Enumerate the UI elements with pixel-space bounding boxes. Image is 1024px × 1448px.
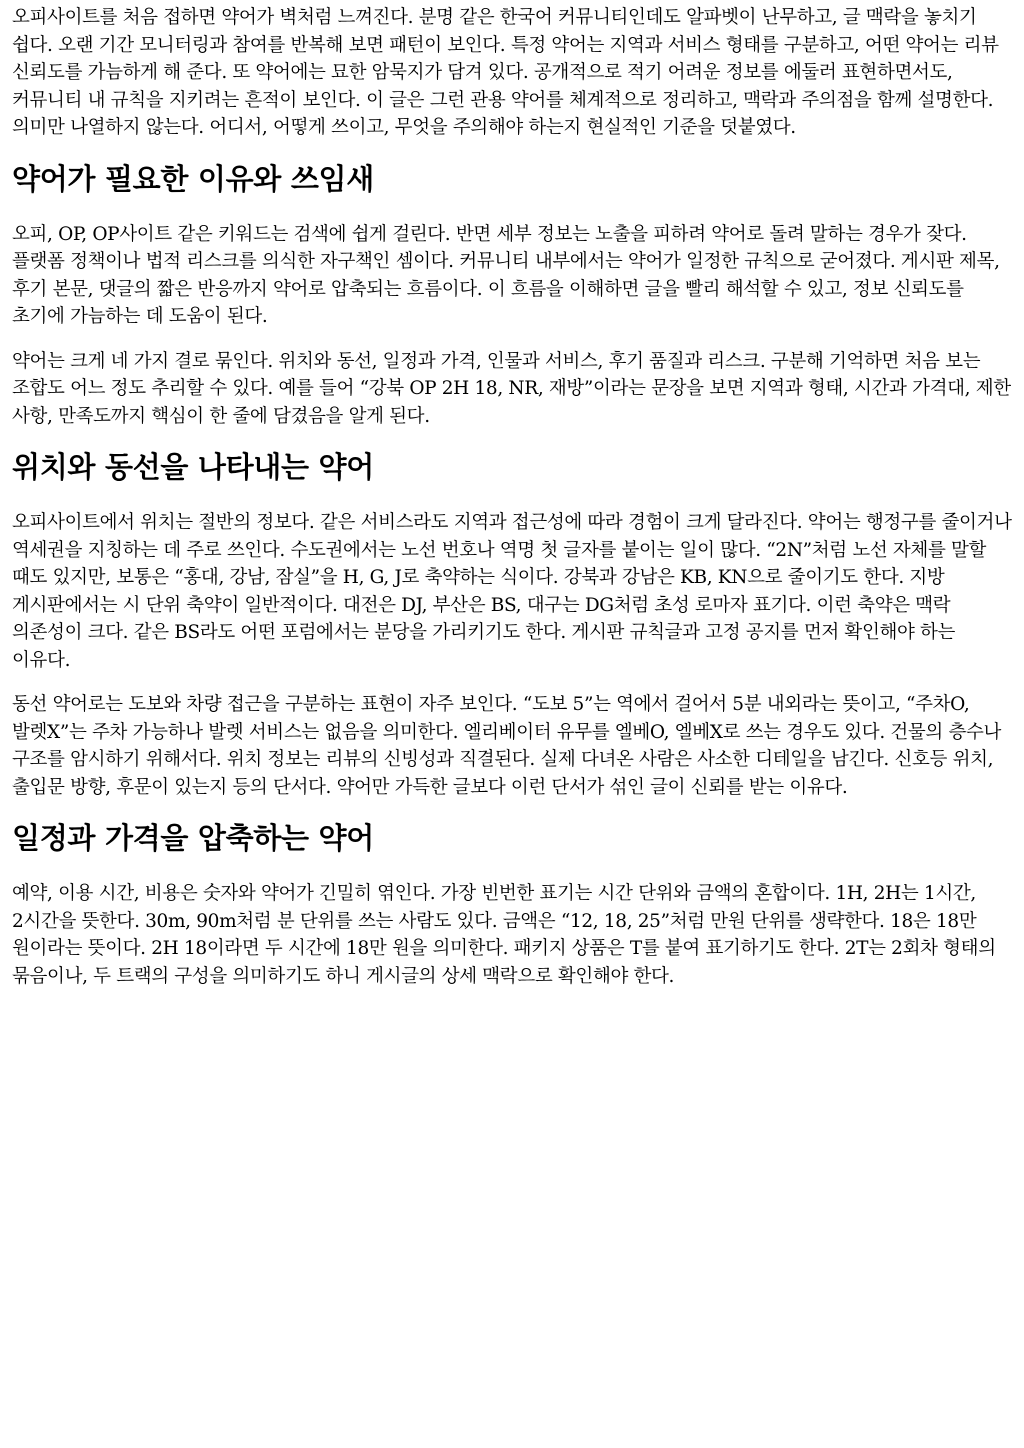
section-heading: 약어가 필요한 이유와 쓰임새	[12, 161, 374, 196]
body-paragraph: 예약, 이용 시간, 비용은 숫자와 약어가 긴밀히 엮인다. 가장 빈번한 표기는 시간 단위와 금액의 혼합이다. 1H, 2H는 1시간, 2시간을 뜻한다. 30m, 90m처럼 분 단위를 쓰는 사람도 있다. 금액은 “12, 18, 25”처럼 만원 단위를 생략한다. 18은 18만 원이라는 뜻이다. 2H 18이라면 두 시간에 18만 원을 의미한다. 패키지 상품은 T를 붙여 표기하기도 한다. 2T는 2회차 형태의 묶음이나, 두 트랙의 구성을 의미하기도 하니 게시글의 상세 맥락으로 확인해야 한다.	[12, 883, 996, 987]
body-paragraph: 오피사이트에서 위치는 절반의 정보다. 같은 서비스라도 지역과 접근성에 따라 경험이 크게 달라진다. 약어는 행정구를 줄이거나 역세권을 지칭하는 데 주로 쓰인다. 수도권에서는 노선 번호나 역명 첫 글자를 붙이는 일이 많다. “2N”처럼 노선 자체를 말할 때도 있지만, 보통은 “홍대, 강남, 잠실”을 H, G, J로 축약하는 식이다. 강북과 강남은 KB, KN으로 줄이기도 한다. 지방 게시판에서는 시 단위 축약이 일반적이다. 대전은 DJ, 부산은 BS, 대구는 DG처럼 초성 로마자 표기다. 이런 축약은 맥락 의존성이 크다. 같은 BS라도 어떤 포럼에서는 분당을 가리키기도 한다. 게시판 규칙글과 고정 공지를 먼저 확인해야 하는 이유다.	[12, 512, 1012, 671]
section-heading: 위치와 동선을 나타내는 약어	[12, 450, 374, 484]
body-paragraph: 약어는 크게 네 가지 결로 묶인다. 위치와 동선, 일정과 가격, 인물과 서비스, 후기 품질과 리스크. 구분해 기억하면 처음 보는 조합도 어느 정도 추리할 수 있다. 예를 들어 “강북 OP 2H 18, NR, 재방”이라는 문장을 보면 지역과 형태, 시간과 가격대, 제한 사항, 만족도까지 핵심이 한 줄에 담겼음을 알게 된다.	[12, 350, 1011, 427]
section-location-abbreviations	[12, 447, 1012, 801]
body-paragraph: 동선 약어로는 도보와 차량 접근을 구분하는 표현이 자주 보인다. “도보 5”는 역에서 걸어서 5분 내외라는 뜻이고, “주차O, 발렛X”는 주차 가능하나 발렛 서비스는 없음을 의미한다. 엘리베이터 유무를 엘베O, 엘베X로 쓰는 경우도 있다. 건물의 층수나 구조를 암시하기 위해서다. 위치 정보는 리뷰의 신빙성과 직결된다. 실제 다녀온 사람은 사소한 디테일을 남긴다. 신호등 위치, 출입문 방향, 후문이 있는지 등의 단서다. 약어만 가득한 글보다 이런 단서가 섞인 글이 신뢰를 받는 이유다.	[12, 694, 1002, 798]
intro-paragraph: 오피사이트를 처음 접하면 약어가 벽처럼 느껴진다. 분명 같은 한국어 커뮤니티인데도 알파벳이 난무하고, 글 맥락을 놓치기 쉽다. 오랜 기간 모니터링과 참여를 반복해 보면 패턴이 보인다. 특정 약어는 지역과 서비스 형태를 구분하고, 어떤 약어는 리뷰 신뢰도를 가늠하게 해 준다. 또 약어에는 묘한 암묵지가 담겨 있다. 공개적으로 적기 어려운 정보를 에둘러 표현하면서도, 커뮤니티 내 규칙을 지키려는 흔적이 보인다. 이 글은 그런 관용 약어를 체계적으로 정리하고, 맥락과 주의점을 함께 설명한다. 의미만 나열하지 않는다. 어디서, 어떻게 쓰이고, 무엇을 주의해야 하는지 현실적인 기준을 덧붙였다.	[12, 7, 999, 138]
section-why-abbreviations	[12, 159, 1012, 431]
section-schedule-price-abbreviations	[12, 818, 1012, 990]
body-paragraph: 오피, OP, OP사이트 같은 키워드는 검색에 쉽게 걸린다. 반면 세부 정보는 노출을 피하려 약어로 돌려 말하는 경우가 잦다. 플랫폼 정책이나 법적 리스크를 의식한 자구책인 셈이다. 커뮤니티 내부에서는 약어가 일정한 규칙으로 굳어졌다. 게시판 제목, 후기 본문, 댓글의 짧은 반응까지 약어로 압축되는 흐름이다. 이 흐름을 이해하면 글을 빨리 해석할 수 있고, 정보 신뢰도를 초기에 가늠하는 데 도움이 된다.	[12, 223, 1000, 327]
section-heading: 일정과 가격을 압축하는 약어	[12, 821, 374, 855]
